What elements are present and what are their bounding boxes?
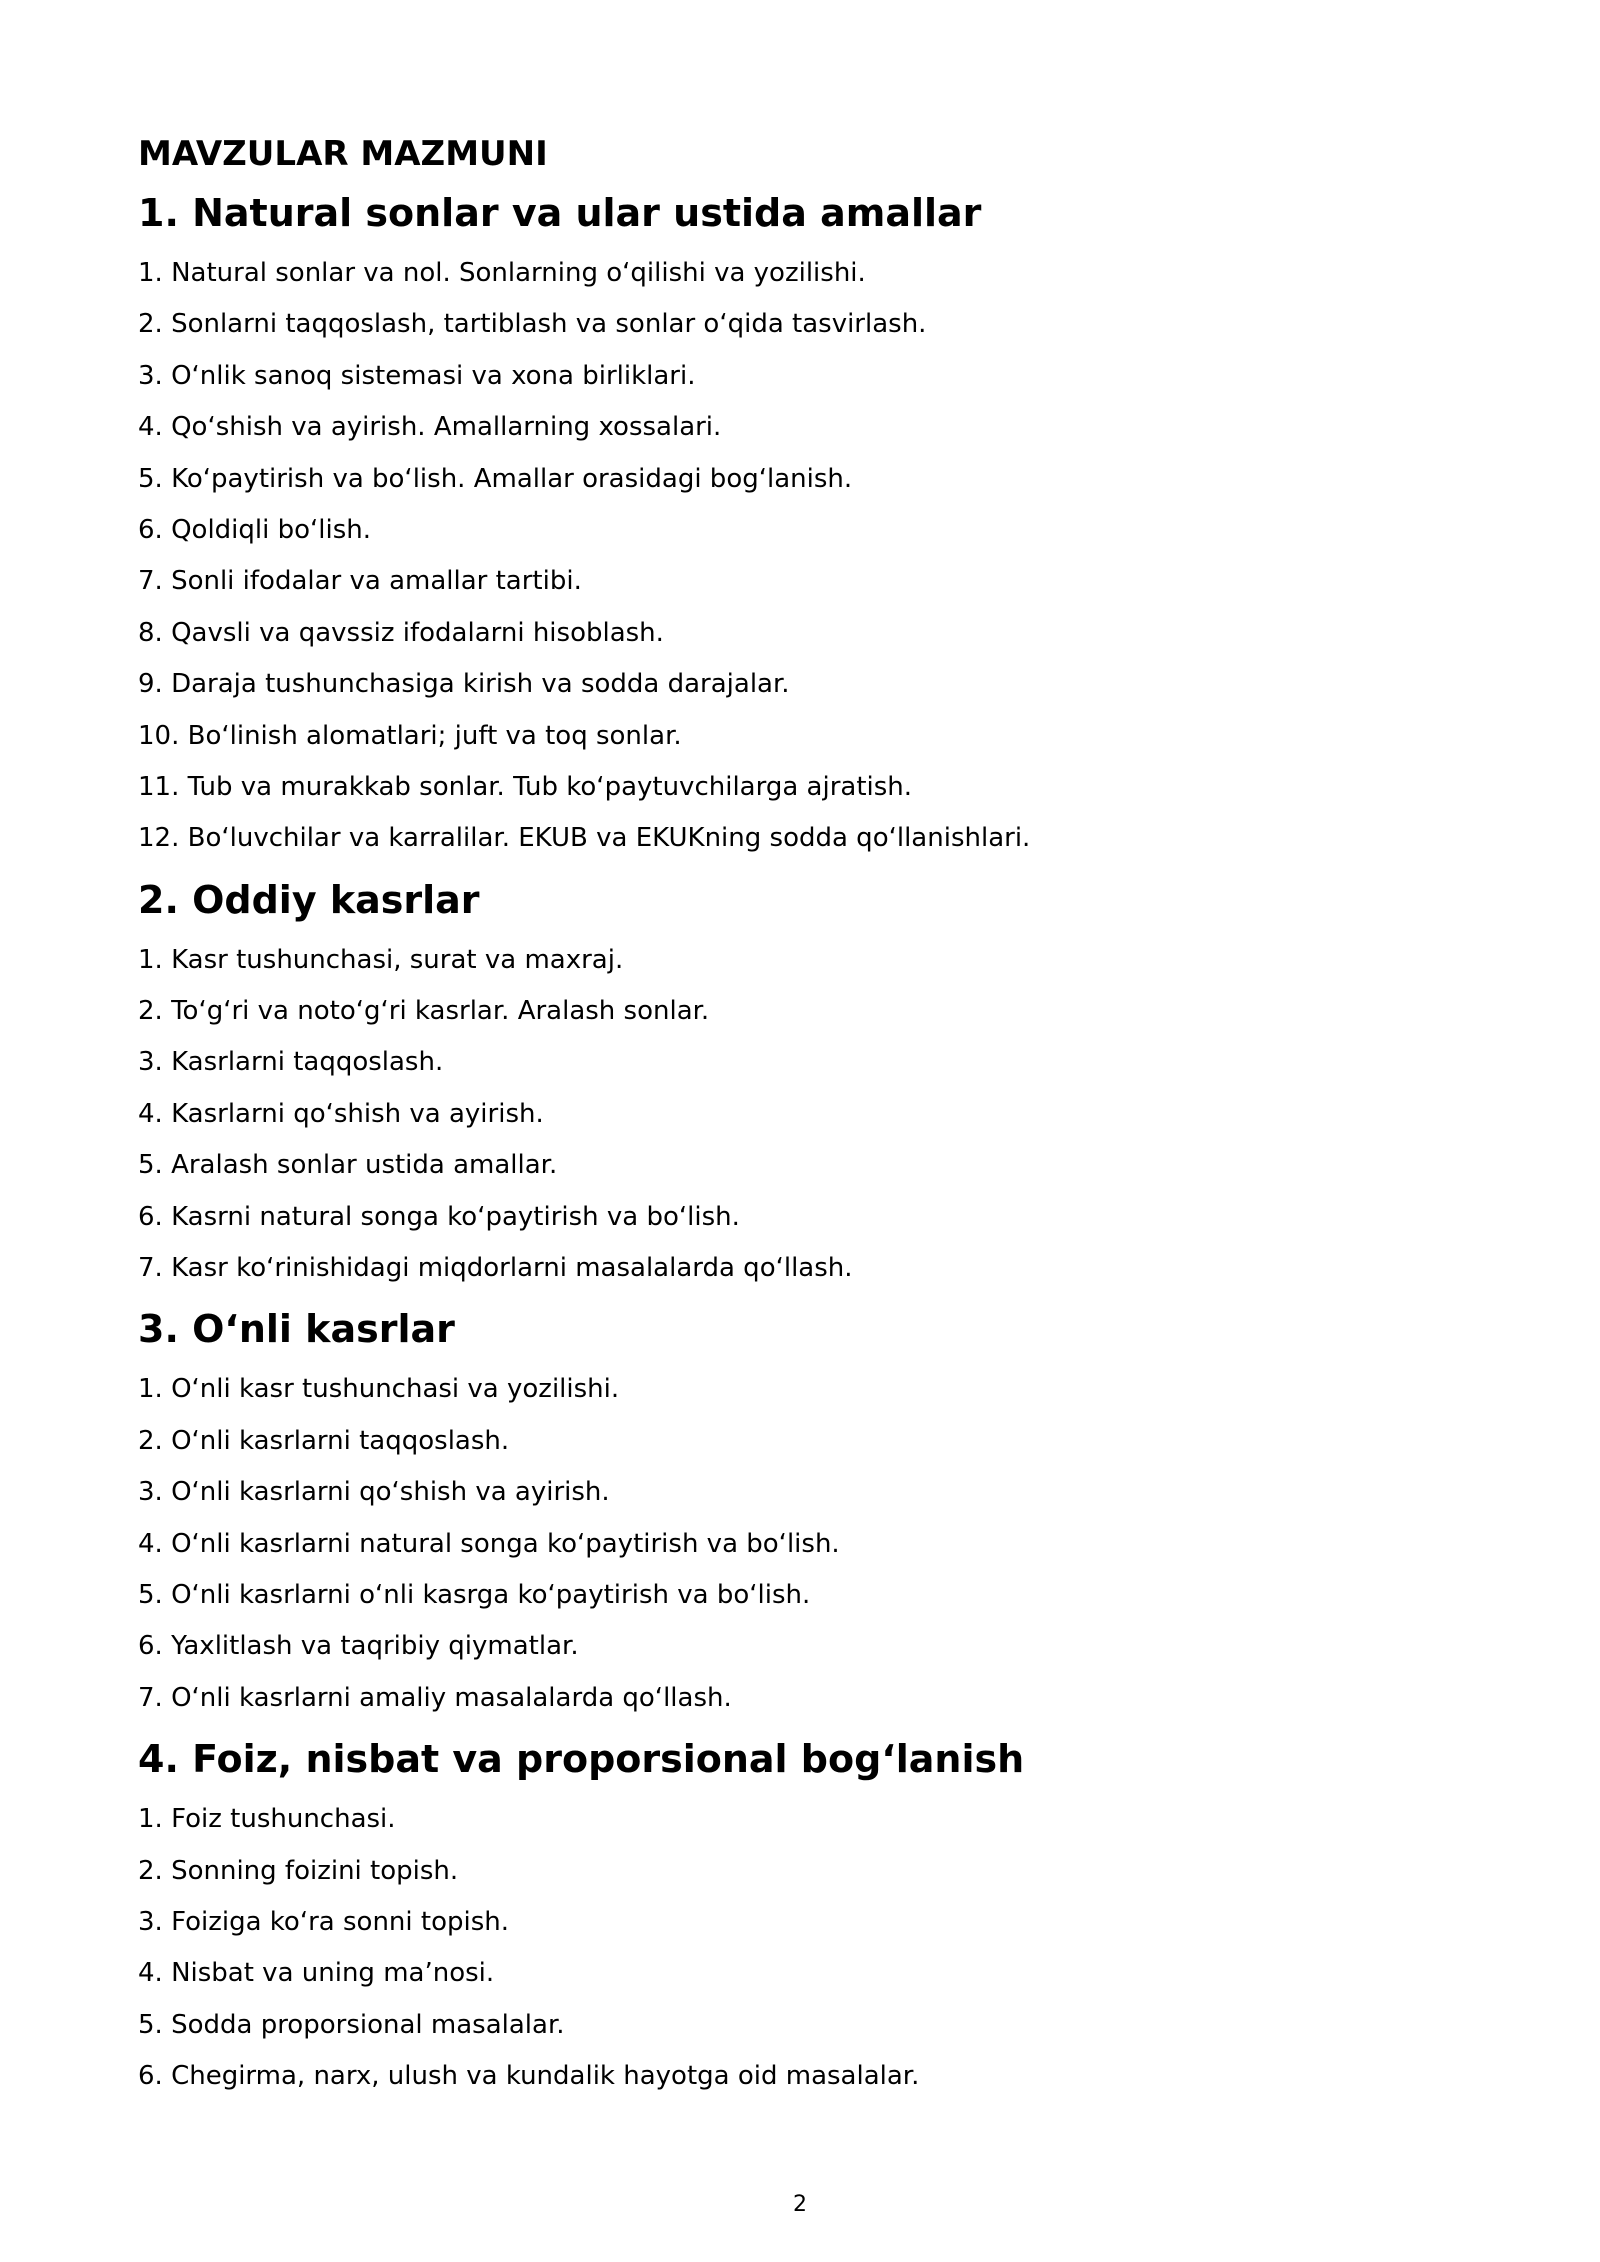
topic-item: 12. Bo‘luvchilar va karralilar. EKUB va EKUKning sodda qo‘llanishlari. — [138, 823, 1031, 854]
section-common-fractions — [138, 871, 1468, 1295]
topic-list — [138, 1794, 1468, 2102]
page-number: 2 — [793, 2192, 807, 2217]
topic-item: 2. Sonning foizini topish. — [138, 1855, 459, 1886]
topic-item: 6. Chegirma, narx, ulush va kundalik hayotga oid masalalar. — [138, 2061, 920, 2092]
section-heading: 4. Foiz, nisbat va proporsional bog‘lanish — [138, 1737, 1025, 1782]
topic-item: 2. Sonlarni taqqoslash, tartiblash va sonlar o‘qida tasvirlash. — [138, 309, 927, 340]
topic-item: 3. O‘nlik sanoq sistemasi va xona birliklari. — [138, 360, 696, 391]
topic-item: 7. O‘nli kasrlarni amaliy masalalarda qo‘llash. — [138, 1682, 732, 1713]
topic-item: 2. O‘nli kasrlarni taqqoslash. — [138, 1425, 510, 1456]
topic-item: 5. O‘nli kasrlarni o‘nli kasrga ko‘paytirish va bo‘lish. — [138, 1579, 811, 1610]
section-heading: 2. Oddiy kasrlar — [138, 877, 480, 922]
topic-item: 9. Daraja tushunchasiga kirish va sodda darajalar. — [138, 669, 790, 700]
topic-item: 7. Kasr ko‘rinishidagi miqdorlarni masalalarda qo‘llash. — [138, 1253, 853, 1284]
topic-item: 4. Nisbat va uning ma’nosi. — [138, 1958, 495, 1989]
topic-item: 10. Bo‘linish alomatlari; juft va toq sonlar. — [138, 720, 682, 751]
topic-item: 6. Yaxlitlash va taqribiy qiymatlar. — [138, 1631, 579, 1662]
topic-item: 4. O‘nli kasrlarni natural songa ko‘paytirish va bo‘lish. — [138, 1528, 840, 1559]
topic-item: 1. Kasr tushunchasi, surat va maxraj. — [138, 944, 624, 975]
section-heading: 1. Natural sonlar va ular ustida amallar — [138, 191, 982, 235]
section-percent-ratio — [138, 1730, 1468, 2102]
topic-item: 8. Qavsli va qavssiz ifodalarni hisoblash. — [138, 617, 664, 648]
topic-item: 1. Natural sonlar va nol. Sonlarning o‘qilishi va yozilishi. — [138, 258, 866, 288]
topic-list — [138, 248, 1468, 865]
topic-item: 5. Sodda proporsional masalalar. — [138, 2009, 565, 2040]
topic-item: 5. Ko‘paytirish va bo‘lish. Amallar orasidagi bog‘lanish. — [138, 463, 853, 494]
topic-item: 11. Tub va murakkab sonlar. Tub ko‘paytuvchilarga ajratish. — [138, 771, 913, 802]
topic-item: 3. Kasrlarni taqqoslash. — [138, 1047, 444, 1078]
topic-item: 7. Sonli ifodalar va amallar tartibi. — [138, 566, 582, 597]
topic-item: 1. Foiz tushunchasi. — [138, 1804, 396, 1835]
document-page — [138, 128, 1468, 2109]
topic-item: 1. O‘nli kasr tushunchasi va yozilishi. — [138, 1374, 620, 1405]
topic-item: 6. Kasrni natural songa ko‘paytirish va bo‘lish. — [138, 1201, 740, 1232]
section-decimal-fractions — [138, 1300, 1468, 1724]
topic-item: 3. O‘nli kasrlarni qo‘shish va ayirish. — [138, 1477, 610, 1508]
topic-item: 6. Qoldiqli bo‘lish. — [138, 514, 372, 545]
topic-item: 4. Kasrlarni qo‘shish va ayirish. — [138, 1098, 544, 1129]
topic-list — [138, 935, 1468, 1295]
document-title: MAVZULAR MAZMUNI — [138, 134, 548, 174]
section-natural-numbers — [138, 184, 1468, 865]
topic-item: 3. Foiziga ko‘ra sonni topish. — [138, 1906, 510, 1937]
topic-item: 2. To‘g‘ri va noto‘g‘ri kasrlar. Aralash sonlar. — [138, 996, 710, 1027]
topic-list — [138, 1364, 1468, 1724]
section-heading: 3. O‘nli kasrlar — [138, 1307, 455, 1352]
topic-item: 4. Qo‘shish va ayirish. Amallarning xossalari. — [138, 412, 722, 443]
topic-item: 5. Aralash sonlar ustida amallar. — [138, 1150, 558, 1181]
